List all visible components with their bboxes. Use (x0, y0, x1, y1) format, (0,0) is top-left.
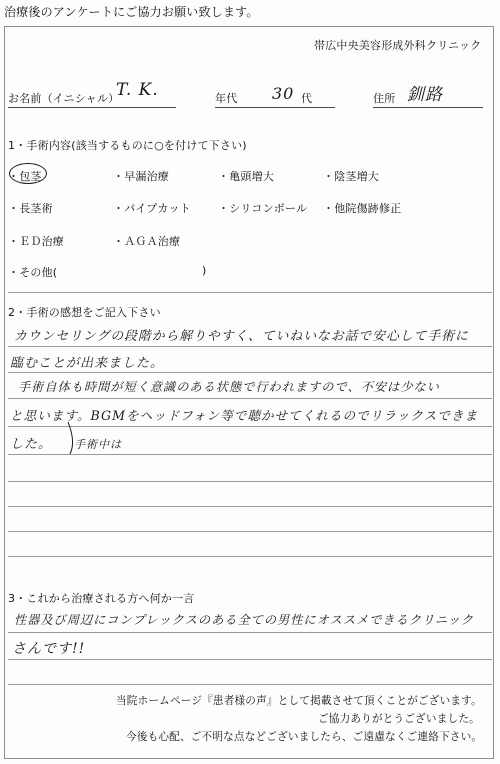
insertion-note: 手術中は (74, 438, 122, 451)
clinic-name: 帯広中央美容形成外科クリニック (314, 39, 482, 52)
option-phimosis: ・包茎 (8, 170, 42, 183)
message-line-1: 性器及び周辺にコンプレックスのある全ての男性にオススメできるクリニック (14, 613, 474, 627)
writing-line (8, 684, 492, 685)
age-label: 年代 (215, 92, 238, 105)
writing-line (8, 659, 492, 660)
impression-line-4: と思います。BGMをヘッドフォン等で聴かせてくれるのでリラックスできま (10, 408, 479, 423)
impression-line-1: カウンセリングの段階から解りやすく、ていねいなお話で安心して手術に (14, 329, 469, 344)
section2-title: 2・手術の感想をご記入下さい (8, 306, 161, 319)
option-ed-treatment: ・ＥＤ治療 (8, 235, 64, 248)
age-suffix: 代 (301, 92, 313, 105)
footer-notice: 当院ホームページ『患者様の声』として掲載させて頂くことがございます。 (116, 695, 482, 707)
option-glans-enlargement: ・亀頭増大 (218, 170, 274, 183)
message-line-2: さんです!! (12, 641, 86, 657)
selection-circle (9, 163, 47, 184)
writing-line (8, 506, 492, 507)
address-value: 釧路 (407, 85, 443, 105)
option-scar-revision: ・他院傷跡修正 (323, 202, 402, 215)
footer-thanks: ご協力ありがとうございました。 (318, 713, 480, 725)
age-value: 30 (272, 84, 295, 103)
option-other-label: ・その他( (8, 266, 58, 279)
section1-title: 1・手術内容(該当するものに○を付けて下さい) (8, 139, 247, 152)
option-premature-ejaculation: ・早漏治療 (113, 170, 169, 183)
address-underline (373, 107, 483, 108)
impression-line-3: 手術自体も時間が短く意識のある状態で行われますので、不安は少ない (18, 380, 440, 394)
footer-contact: 今後も心配、ご不明な点などございましたら、ご遠慮なくご連絡下さい。 (126, 731, 483, 743)
impression-line-5: した。 (10, 437, 53, 452)
form-title: 治療後のアンケートにご協力お願い致します。 (4, 5, 259, 19)
writing-line (8, 632, 492, 633)
impression-line-2: 臨むことが出来ました。 (10, 356, 165, 371)
option-penis-lengthening: ・長茎術 (8, 202, 53, 215)
option-vasectomy: ・パイプカット (113, 202, 191, 215)
writing-line (8, 398, 492, 399)
writing-line (8, 531, 492, 532)
section3-title: 3・これから治療される方へ何か一言 (8, 592, 195, 605)
name-label: お名前（イニシャル） (8, 92, 120, 105)
name-underline (8, 107, 176, 108)
writing-line (8, 372, 492, 373)
option-penis-enlargement: ・陰茎増大 (323, 170, 379, 183)
writing-line (8, 346, 492, 347)
option-other-close: ) (202, 264, 207, 277)
writing-line (8, 481, 492, 482)
writing-line (8, 454, 492, 455)
divider (8, 292, 492, 293)
age-underline (215, 107, 335, 108)
writing-line (8, 556, 492, 557)
option-aga-treatment: ・ＡＧＡ治療 (113, 235, 181, 248)
name-value: T. K. (116, 80, 159, 100)
address-label: 住所 (373, 92, 396, 105)
option-silicone-ball: ・シリコンボール (218, 202, 308, 215)
